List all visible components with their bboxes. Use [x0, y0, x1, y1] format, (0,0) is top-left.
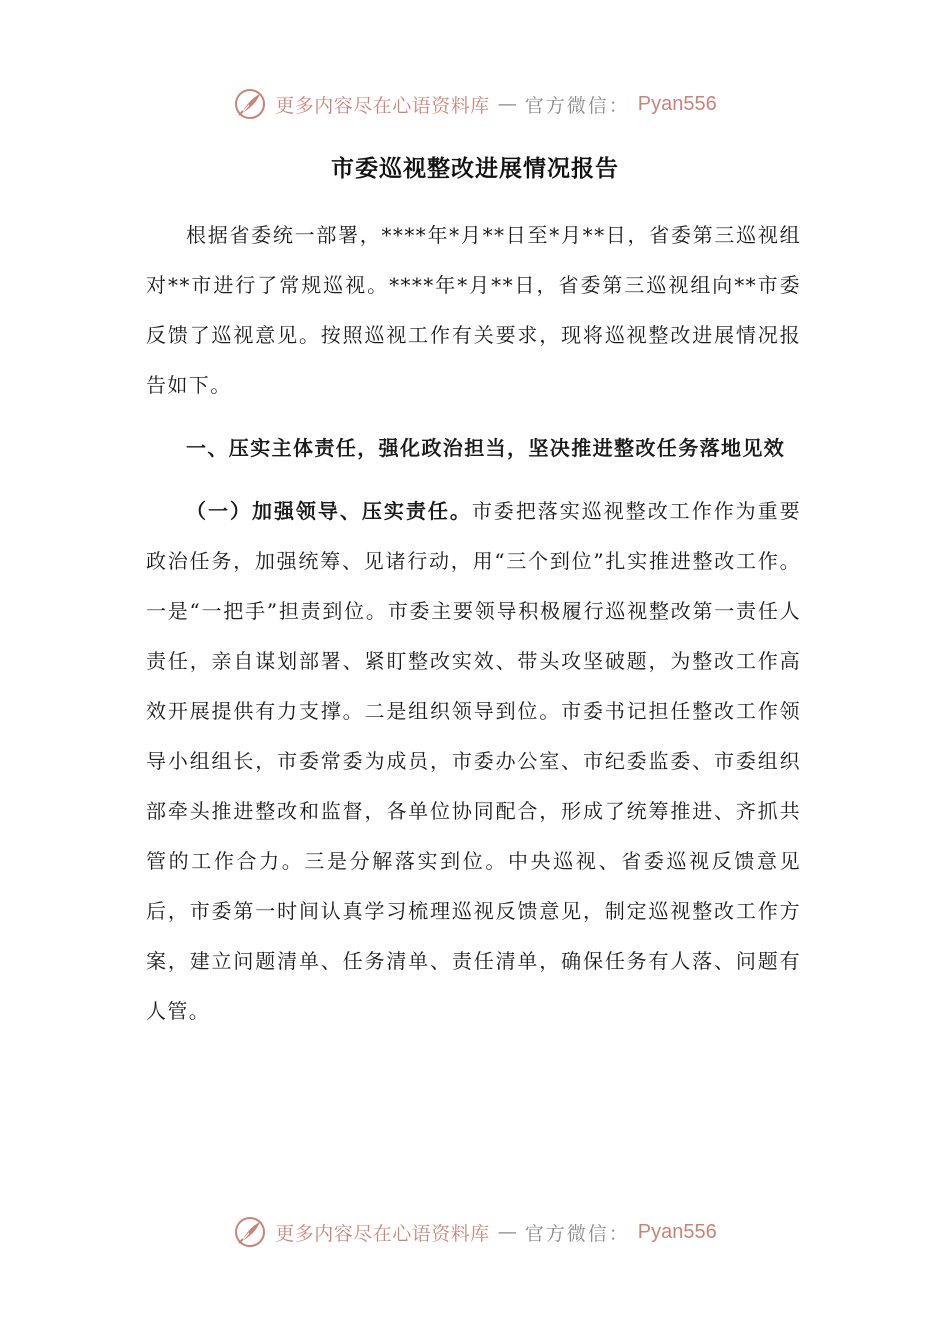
intro-paragraph: 根据省委统一部署，****年*月**日至*月**日，省委第三巡视组对**市进行了常规巡视。****年*月**日，省委第三巡视组向**市委反馈了巡视意见。按照巡视工作有关要求，现将巡视整改进展情况报告如下。 [146, 223, 801, 397]
watermark-wechat-label: 官方微信： [524, 94, 630, 117]
subsection-1-paragraph [146, 486, 801, 1036]
feather-pen-logo-icon [233, 1215, 267, 1249]
watermark-footer [0, 1212, 950, 1252]
watermark-wechat-id: Pyan556 [637, 92, 717, 115]
watermark-brand-text: 更多内容尽在心语资料库 [275, 94, 490, 117]
watermark-dash: — [497, 93, 517, 115]
watermark-dash: — [497, 1221, 517, 1243]
watermark-wechat-id: Pyan556 [637, 1220, 717, 1243]
document-title: 市委巡视整改进展情况报告 [331, 155, 619, 182]
watermark-wechat-label: 官方微信： [524, 1222, 630, 1245]
watermark-brand-text: 更多内容尽在心语资料库 [275, 1222, 490, 1245]
document-body [146, 210, 801, 1036]
subsection-1-lead: （一）加强领导、压实责任。 [186, 499, 472, 523]
watermark-header [0, 84, 950, 124]
section-1-heading: 一、压实主体责任，强化政治担当，坚决推进整改任务落地见效 [186, 436, 786, 460]
subsection-1-body: 市委把落实巡视整改工作作为重要政治任务，加强统筹、见诸行动，用“三个到位”扎实推进整改工作。一是“一把手”担责到位。市委主要领导积极履行巡视整改第一责任人责任，亲自谋划部署、紧盯整改实效、带头攻坚破题，为整改工作高效开展提供有力支撑。二是组织领导到位。市委书记担任整改工作领导小组组长，市委常委为成员，市委办公室、市纪委监委、市委组织部牵头推进整改和监督，各单位协同配合，形成了统筹推进、齐抓共管的工作合力。三是分解落实到位。中央巡视、省委巡视反馈意见后，市委第一时间认真学习梳理巡视反馈意见，制定巡视整改工作方案，建立问题清单、任务清单、责任清单，确保任务有人落、问题有人管。 [146, 499, 802, 1023]
feather-pen-logo-icon [233, 87, 267, 121]
